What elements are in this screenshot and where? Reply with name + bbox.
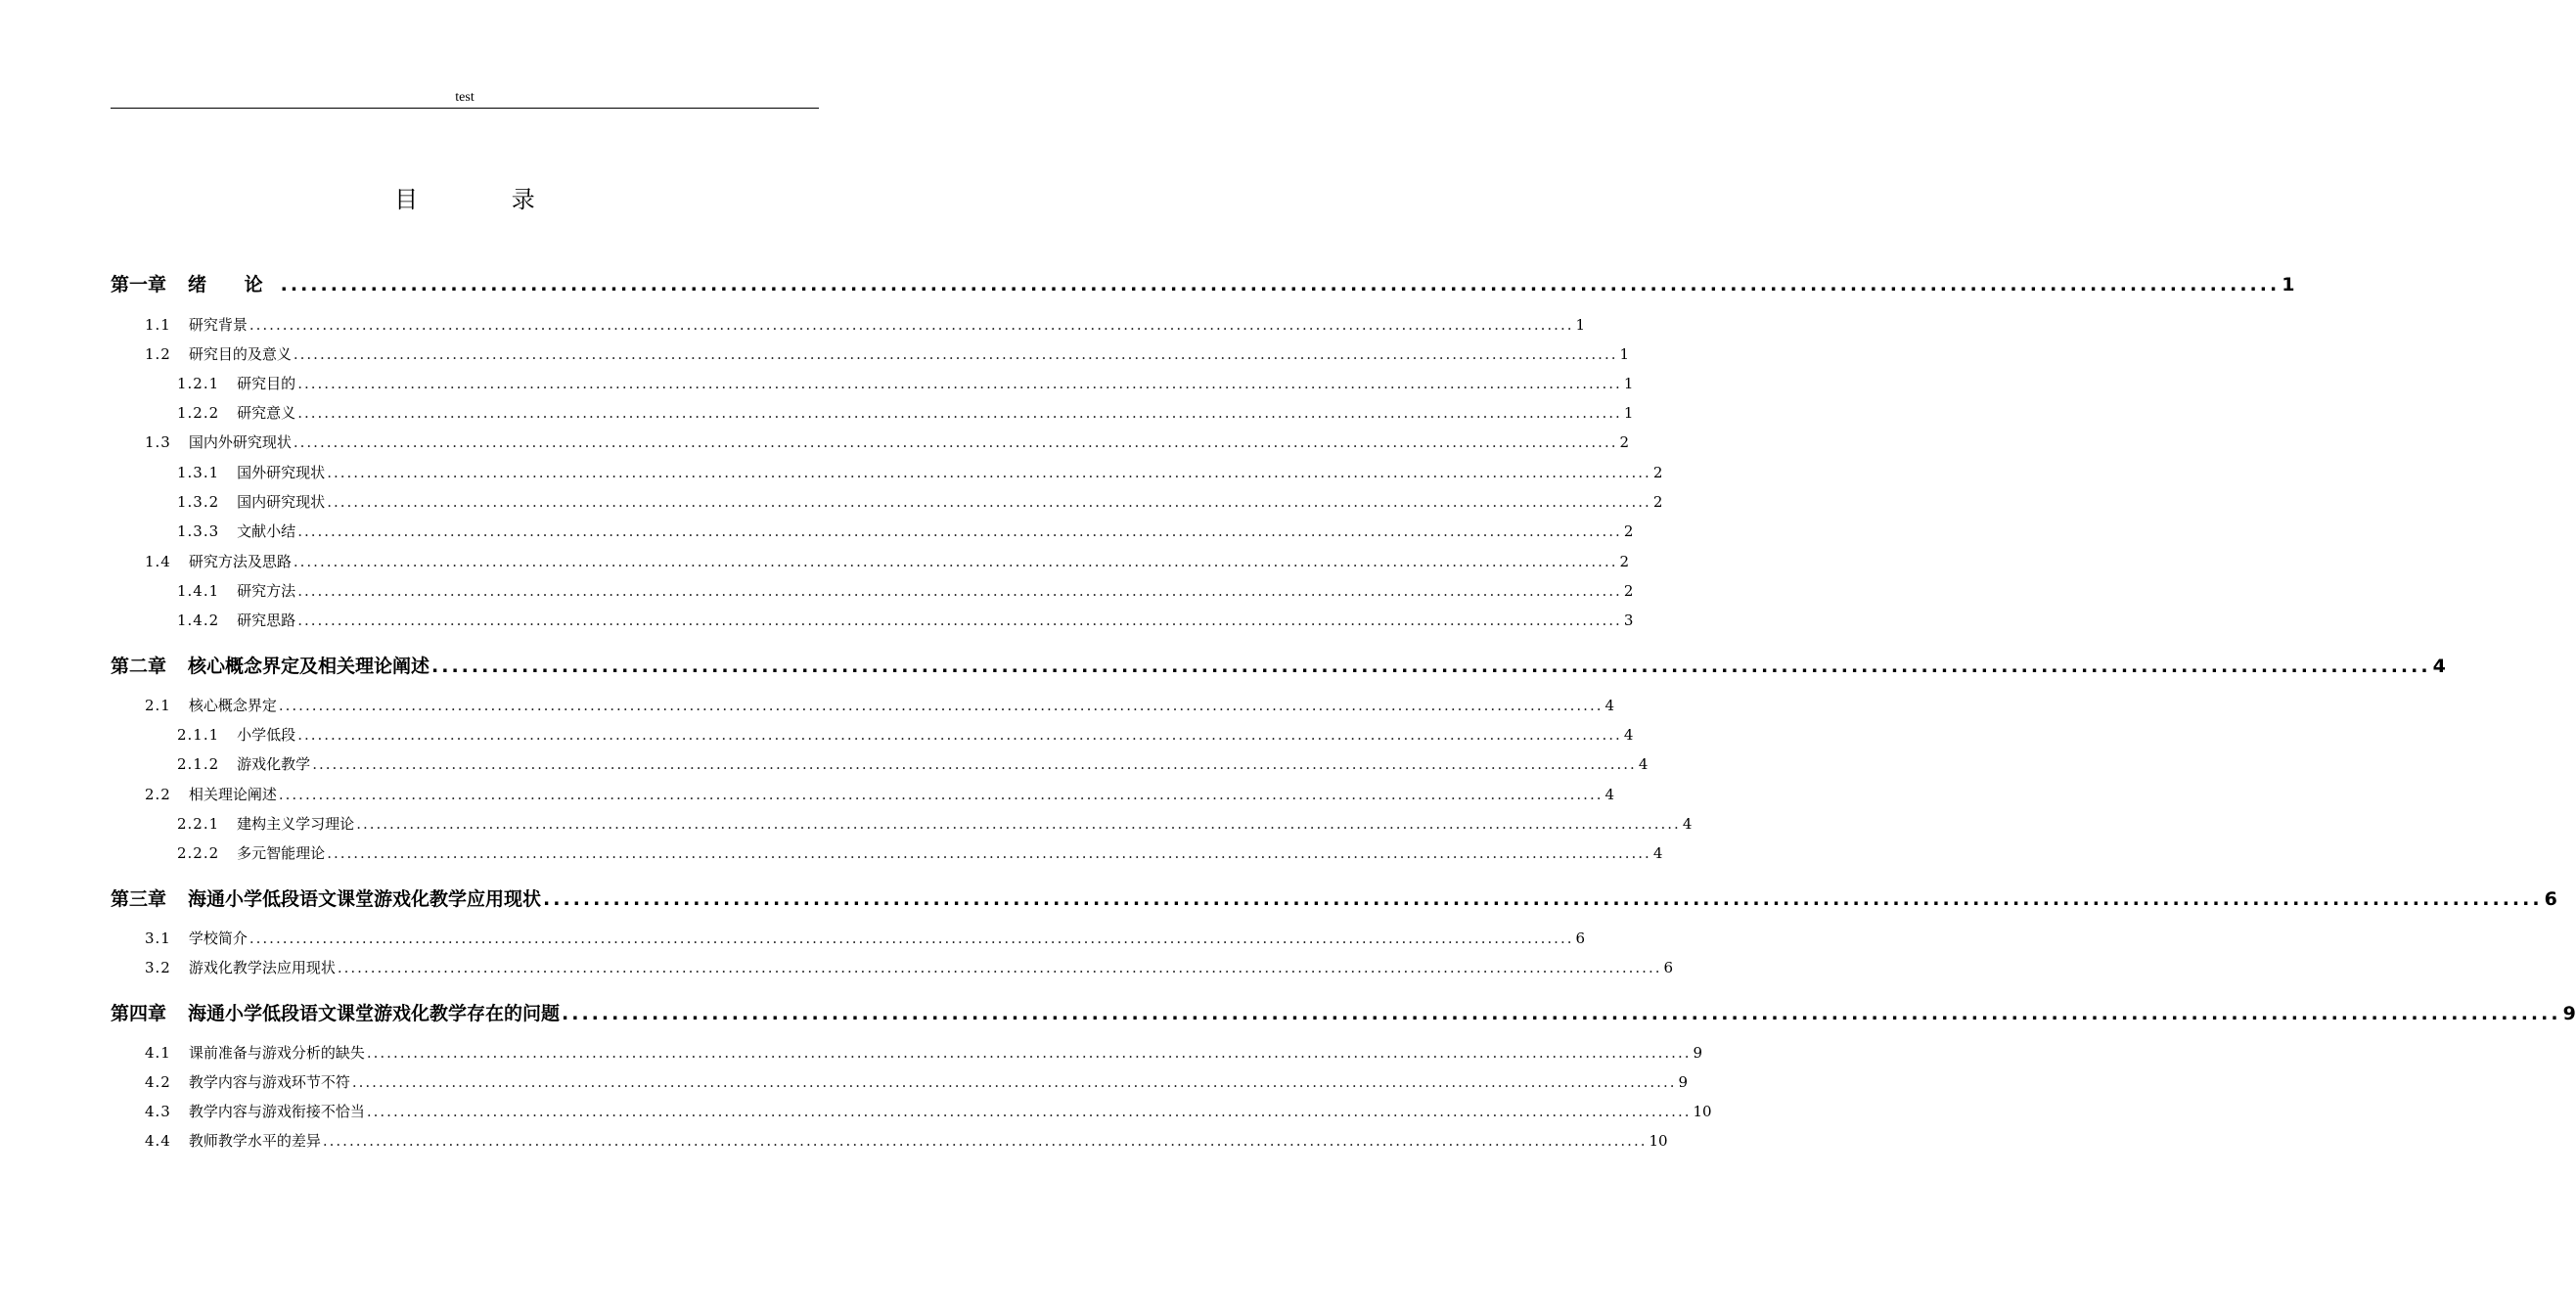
toc-entry-number: 3.2 [145, 959, 171, 976]
toc-page-number: 6 [1663, 959, 1674, 976]
toc-entry-number: 1.3 [145, 433, 171, 451]
toc-entry-label [145, 957, 336, 977]
toc-section-entry[interactable] [177, 753, 1649, 774]
toc-chapter-entry[interactable] [111, 270, 2295, 296]
toc-entry-label [145, 1101, 365, 1121]
toc-dot-leader: ........................................................................................................................................................................................................ [431, 656, 2431, 677]
toc-entry-number: 1.3.3 [177, 522, 220, 540]
toc-entry-title: 游戏化教学法应用现状 [188, 959, 336, 976]
toc-entry-title: 课前准备与游戏分析的缺失 [188, 1044, 365, 1062]
toc-page-number: 4 [1638, 755, 1649, 773]
toc-entry-label [111, 652, 429, 678]
toc-page-number: 9 [1678, 1073, 1689, 1091]
toc-dot-leader: ........................................................................................................................................................................................................ [278, 786, 1604, 803]
toc-entry-title: 研究目的及意义 [188, 345, 292, 363]
toc-entry-label [145, 695, 277, 715]
toc-dot-leader: ........................................................................................................................................................................................................ [356, 815, 1681, 833]
toc-section-entry[interactable] [177, 610, 1634, 630]
toc-entry-number: 4.1 [145, 1044, 171, 1062]
toc-title: 目 录 [394, 186, 578, 213]
toc-dot-leader: ........................................................................................................................................................................................................ [249, 316, 1574, 334]
toc-entry-title: 国内外研究现状 [188, 433, 292, 451]
toc-chapter-entry[interactable] [111, 652, 2446, 678]
toc-entry-number: 4.3 [145, 1103, 171, 1120]
toc-section-entry[interactable] [177, 491, 1663, 512]
toc-entry-label [145, 928, 248, 948]
toc-dot-leader: ........................................................................................................................................................................................................ [293, 433, 1618, 451]
toc-section-entry[interactable] [145, 431, 1630, 452]
toc-entry-label [177, 521, 295, 541]
toc-entry-label [145, 431, 292, 452]
toc-page-number: 6 [2544, 888, 2557, 910]
toc-entry-label [145, 1042, 365, 1063]
toc-section-entry[interactable] [145, 1071, 1689, 1092]
toc-section-entry[interactable] [145, 551, 1630, 571]
toc-page-number: 4 [1652, 844, 1663, 862]
toc-page-number: 2 [1623, 582, 1634, 600]
toc-section-entry[interactable] [177, 813, 1693, 834]
toc-entry-title: 游戏化教学 [237, 755, 311, 773]
toc-entry-number: 2.2 [145, 786, 171, 803]
toc-dot-leader: ........................................................................................................................................................................................................ [366, 1044, 1692, 1062]
toc-chapter-entry[interactable] [111, 884, 2557, 911]
toc-page-number: 4 [1604, 786, 1615, 803]
toc-dot-leader: ........................................................................................................................................................................................................ [351, 1073, 1677, 1091]
toc-entry-title: 国内研究现状 [237, 493, 326, 511]
toc-entry-number: 1.2.2 [177, 404, 220, 422]
toc-page-number: 2 [1652, 464, 1663, 481]
toc-dot-leader: ........................................................................................................................................................................................................ [327, 493, 1651, 511]
toc-entry-label [111, 270, 279, 296]
toc-entry-label [145, 314, 248, 335]
toc-section-entry[interactable] [177, 724, 1634, 745]
toc-entry-number: 2.1.2 [177, 755, 220, 773]
toc-entry-label [177, 373, 295, 393]
toc-entry-label [145, 1071, 350, 1092]
toc-entry-label [111, 884, 541, 911]
toc-entry-number: 第二章 [111, 656, 167, 677]
toc-entry-number: 1.3.1 [177, 464, 220, 481]
toc-entry-label [177, 580, 295, 601]
toc-entry-title: 研究背景 [188, 316, 248, 334]
toc-entry-number: 2.2.2 [177, 844, 220, 862]
toc-section-entry[interactable] [177, 373, 1634, 393]
toc-dot-leader: ........................................................................................................................................................................................................ [249, 930, 1574, 947]
toc-page-number: 2 [1652, 493, 1663, 511]
toc-entry-number: 2.2.1 [177, 815, 220, 833]
toc-page-number: 10 [1693, 1103, 1712, 1120]
toc-page-number: 4 [1623, 726, 1634, 744]
toc-page-number: 9 [1693, 1044, 1703, 1062]
toc-entry-label [145, 1130, 321, 1151]
toc-section-entry[interactable] [177, 462, 1663, 482]
toc-section-entry[interactable] [177, 521, 1634, 541]
toc-dot-leader: ........................................................................................................................................................................................................ [297, 375, 1622, 392]
toc-entry-number: 2.1 [145, 697, 171, 714]
toc-page-number: 2 [1623, 522, 1634, 540]
toc-entry-number: 第三章 [111, 888, 167, 910]
toc-page-number: 4 [2432, 656, 2446, 677]
toc-entry-title: 多元智能理论 [237, 844, 326, 862]
toc-entry-title: 学校简介 [188, 930, 248, 947]
toc-entry-title: 研究方法 [237, 582, 296, 600]
toc-section-entry[interactable] [177, 842, 1663, 863]
toc-entry-title: 教学内容与游戏环节不符 [188, 1073, 350, 1091]
toc-section-entry[interactable] [145, 695, 1615, 715]
toc-entry-label [177, 402, 295, 423]
toc-dot-leader: ........................................................................................................................................................................................................ [297, 522, 1622, 540]
toc-entry-title: 研究目的 [237, 375, 296, 392]
toc-entry-title: 绪 论 [188, 274, 279, 295]
toc-entry-number: 1.2.1 [177, 375, 220, 392]
toc-entry-number: 1.4.2 [177, 612, 220, 629]
toc-entry-title: 海通小学低段语文课堂游戏化教学应用现状 [188, 888, 542, 910]
toc-page-number: 9 [2562, 1003, 2576, 1024]
toc-entry-title: 教师教学水平的差异 [188, 1132, 321, 1150]
toc-entry-label [177, 753, 310, 774]
toc-page-number: 1 [1623, 404, 1634, 422]
toc-dot-leader: ........................................................................................................................................................................................................ [297, 612, 1622, 629]
toc-section-entry[interactable] [177, 402, 1634, 423]
toc-page-number: 2 [1619, 433, 1630, 451]
toc-entry-number: 1.4.1 [177, 582, 220, 600]
toc-section-entry[interactable] [145, 1042, 1703, 1063]
toc-page-number: 1 [2282, 274, 2295, 295]
toc-dot-leader: ........................................................................................................................................................................................................ [327, 464, 1651, 481]
toc-dot-leader: ........................................................................................................................................................................................................ [297, 726, 1622, 744]
toc-dot-leader: ........................................................................................................................................................................................................ [312, 755, 1637, 773]
toc-entry-label [177, 842, 325, 863]
toc-section-entry[interactable] [145, 784, 1615, 804]
toc-dot-leader: ........................................................................................................................................................................................................ [278, 697, 1604, 714]
toc-entry-title: 研究意义 [237, 404, 296, 422]
toc-entry-number: 第四章 [111, 1003, 167, 1024]
toc-section-entry[interactable] [145, 1101, 1712, 1121]
toc-entry-label [177, 724, 295, 745]
toc-entry-number: 1.3.2 [177, 493, 220, 511]
toc-page-number: 4 [1604, 697, 1615, 714]
toc-entry-number: 4.4 [145, 1132, 171, 1150]
toc-entry-label [177, 813, 354, 834]
toc-entry-title: 研究思路 [237, 612, 296, 629]
toc-entry-number: 1.1 [145, 316, 171, 334]
toc-entry-number: 第一章 [111, 274, 167, 295]
toc-page-number: 10 [1649, 1132, 1668, 1150]
toc-dot-leader: ........................................................................................................................................................................................................ [543, 888, 2543, 910]
toc-entry-label [177, 491, 325, 512]
toc-entry-number: 1.4 [145, 553, 171, 570]
toc-entry-label [177, 610, 295, 630]
toc-entry-number: 1.2 [145, 345, 171, 363]
toc-entry-label [177, 462, 325, 482]
toc-entry-title: 小学低段 [237, 726, 296, 744]
toc-entry-number: 3.1 [145, 930, 171, 947]
toc-dot-leader: ........................................................................................................................................................................................................ [293, 345, 1618, 363]
toc-entry-title: 文献小结 [237, 522, 296, 540]
toc-page-number: 4 [1682, 815, 1693, 833]
toc-dot-leader: ........................................................................................................................................................................................................ [337, 959, 1662, 976]
page-header-text: test [455, 90, 475, 105]
toc-entry-title: 教学内容与游戏衔接不恰当 [188, 1103, 365, 1120]
toc-entry-label [111, 999, 560, 1025]
toc-page-number: 2 [1619, 553, 1630, 570]
toc-dot-leader: ........................................................................................................................................................................................................ [322, 1132, 1648, 1150]
toc-section-entry[interactable] [145, 314, 1586, 335]
toc-entry-title: 海通小学低段语文课堂游戏化教学存在的问题 [188, 1003, 561, 1024]
toc-dot-leader: ........................................................................................................................................................................................................ [297, 582, 1622, 600]
toc-dot-leader: ........................................................................................................................................................................................................ [293, 553, 1618, 570]
toc-dot-leader: ........................................................................................................................................................................................................ [562, 1003, 2561, 1024]
toc-entry-label [145, 551, 292, 571]
toc-dot-leader: ........................................................................................................................................................................................................ [280, 274, 2281, 295]
toc-entry-title: 核心概念界定 [188, 697, 277, 714]
toc-section-entry[interactable] [145, 343, 1630, 364]
toc-entry-title: 研究方法及思路 [188, 553, 292, 570]
toc-page-number: 6 [1575, 930, 1586, 947]
toc-entry-title: 国外研究现状 [237, 464, 326, 481]
toc-entry-label [145, 784, 277, 804]
toc-entry-title: 相关理论阐述 [188, 786, 277, 803]
toc-page-number: 1 [1575, 316, 1586, 334]
toc-entry-label [145, 343, 292, 364]
toc-entry-title: 建构主义学习理论 [237, 815, 355, 833]
toc-section-entry[interactable] [145, 928, 1586, 948]
toc-chapter-entry[interactable] [111, 999, 2576, 1025]
toc-dot-leader: ........................................................................................................................................................................................................ [327, 844, 1651, 862]
toc-section-entry[interactable] [145, 957, 1674, 977]
toc-dot-leader: ........................................................................................................................................................................................................ [297, 404, 1622, 422]
toc-section-entry[interactable] [177, 580, 1634, 601]
toc-page-number: 1 [1623, 375, 1634, 392]
toc-entry-title: 核心概念界定及相关理论阐述 [188, 656, 430, 677]
toc-section-entry[interactable] [145, 1130, 1668, 1151]
toc-entry-number: 2.1.1 [177, 726, 220, 744]
toc-entry-number: 4.2 [145, 1073, 171, 1091]
toc-page-number: 3 [1623, 612, 1634, 629]
toc-dot-leader: ........................................................................................................................................................................................................ [366, 1103, 1692, 1120]
toc-page-number: 1 [1619, 345, 1630, 363]
